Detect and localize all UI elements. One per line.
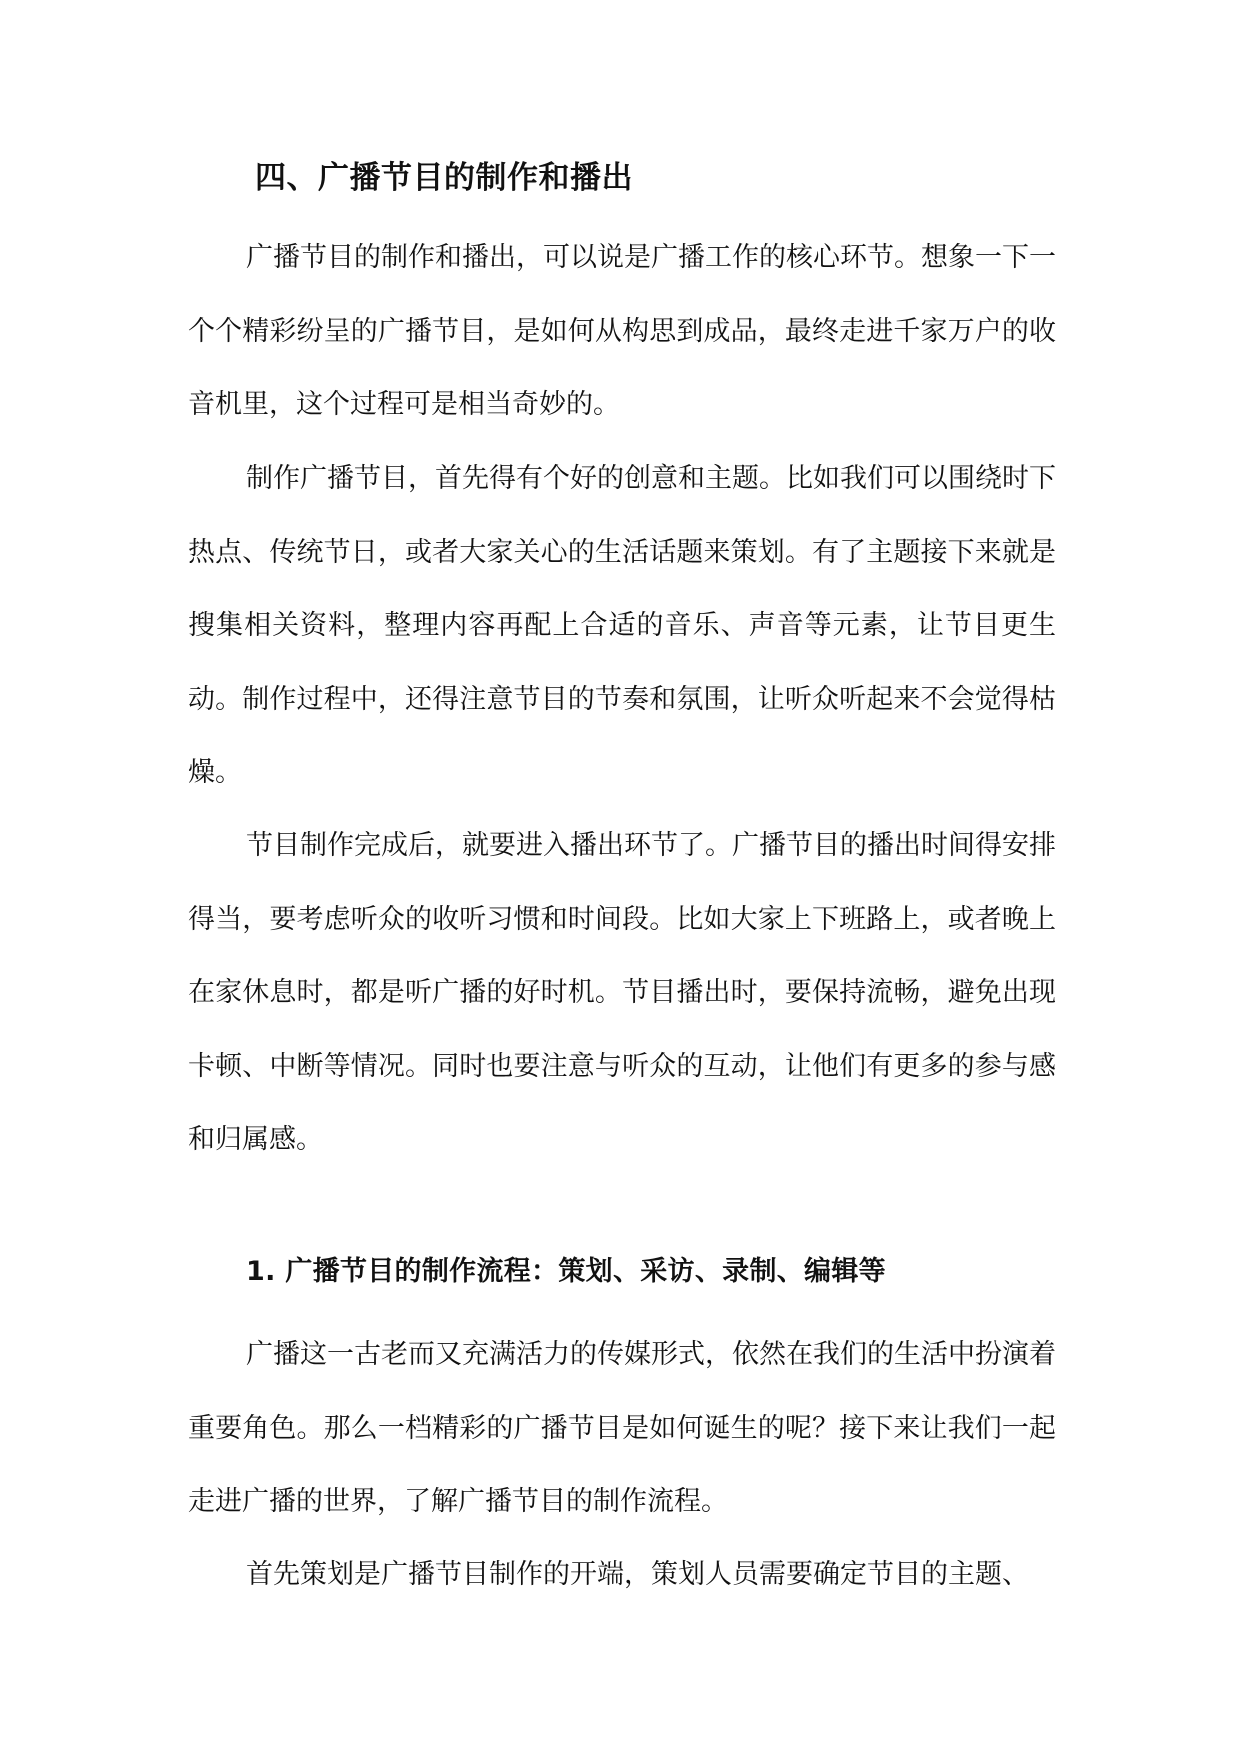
- body-paragraph: 首先策划是广播节目制作的开端，策划人员需要确定节目的主题、: [246, 1559, 1029, 1590]
- subsection-title: 1. 广播节目的制作流程：策划、采访、录制、编辑等: [246, 1256, 886, 1287]
- section-title: 四、广播节目的制作和播出: [255, 160, 633, 196]
- body-paragraph: 制作广播节目，首先得有个好的创意和主题。比如我们可以围绕时下热点、传统节日，或者大家关心的生活话题来策划。有了主题接下来就是搜集相关资料，整理内容再配上合适的音乐、声音等元素，让节目更生动。制作过程中，还得注意节目的节奏和氛围，让听众听起来不会觉得枯燥。: [188, 463, 1056, 788]
- body-paragraph: 广播节目的制作和播出，可以说是广播工作的核心环节。想象一下一个个精彩纷呈的广播节目，是如何从构思到成品，最终走进千家万户的收音机里，这个过程可是相当奇妙的。: [188, 242, 1056, 420]
- body-paragraph: 广播这一古老而又充满活力的传媒形式，依然在我们的生活中扮演着重要角色。那么一档精彩的广播节目是如何诞生的呢？接下来让我们一起走进广播的世界，了解广播节目的制作流程。: [188, 1339, 1056, 1517]
- body-paragraph: 节目制作完成后，就要进入播出环节了。广播节目的播出时间得安排得当，要考虑听众的收听习惯和时间段。比如大家上下班路上，或者晚上在家休息时，都是听广播的好时机。节目播出时，要保持流畅，避免出现卡顿、中断等情况。同时也要注意与听众的互动，让他们有更多的参与感和归属感。: [188, 830, 1056, 1155]
